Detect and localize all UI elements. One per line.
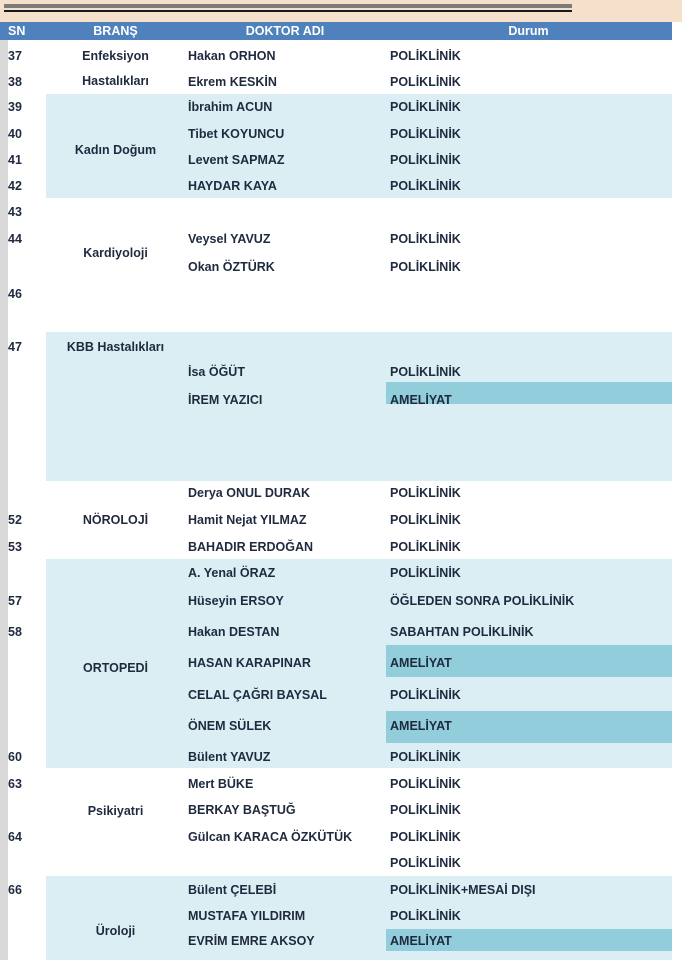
doctor-name: İREM YAZICI (188, 393, 263, 407)
status-cell: POLİKLİNİK (390, 486, 461, 500)
doctor-name: Hamit Nejat YILMAZ (188, 513, 307, 527)
doctor-name: Hakan DESTAN (188, 625, 280, 639)
status-cell: AMELİYAT (390, 393, 452, 407)
row-sn: 44 (8, 232, 22, 246)
status-cell: POLİKLİNİK (390, 830, 461, 844)
status-cell: POLİKLİNİK (390, 49, 461, 63)
status-cell: SABAHTAN POLİKLİNİK (390, 625, 534, 639)
row-sn: 37 (8, 49, 22, 63)
status-cell: POLİKLİNİK (390, 909, 461, 923)
doctor-name: İsa ÖĞÜT (188, 365, 245, 379)
branch-name: Üroloji (95, 924, 136, 938)
row-sn: 40 (8, 127, 22, 141)
status-cell: POLİKLİNİK (390, 365, 461, 379)
branch-name: Psikiyatri (87, 804, 144, 818)
row-header-gutter (0, 22, 8, 960)
status-cell: POLİKLİNİK (390, 100, 461, 114)
branch-band (46, 768, 672, 876)
header-sn: SN (8, 24, 26, 38)
doctor-name: Bülent YAVUZ (188, 750, 271, 764)
status-cell: POLİKLİNİK (390, 777, 461, 791)
status-cell: POLİKLİNİK (390, 540, 461, 554)
doctor-name: CELAL ÇAĞRI BAYSAL (188, 688, 327, 702)
header-brans: BRANŞ (93, 24, 138, 38)
status-cell: POLİKLİNİK (390, 803, 461, 817)
branch-name: Kadın Doğum (74, 143, 157, 157)
doctor-name: A. Yenal ÖRAZ (188, 566, 276, 580)
doctor-name: HASAN KARAPINAR (188, 656, 311, 670)
status-cell: POLİKLİNİK (390, 75, 461, 89)
status-cell: POLİKLİNİK (390, 179, 461, 193)
doctor-name: Veysel YAVUZ (188, 232, 271, 246)
doctor-name: Gülcan KARACA ÖZKÜTÜK (188, 830, 353, 844)
status-cell: POLİKLİNİK (390, 688, 461, 702)
status-cell: POLİKLİNİK+MESAİ DIŞI (390, 883, 536, 897)
branch-name: KBB Hastalıkları (66, 340, 165, 354)
status-cell: AMELİYAT (390, 719, 452, 733)
doctor-name: Bülent ÇELEBİ (188, 883, 277, 897)
doctor-name: Hüseyin ERSOY (188, 594, 284, 608)
status-cell: ÖĞLEDEN SONRA POLİKLİNİK (390, 594, 575, 608)
row-sn: 66 (8, 883, 22, 897)
status-cell: POLİKLİNİK (390, 856, 461, 870)
doctor-name: Hakan ORHON (188, 49, 276, 63)
doctor-name: EVRİM EMRE AKSOY (188, 934, 315, 948)
status-cell: POLİKLİNİK (390, 513, 461, 527)
branch-name: Enfeksiyon (82, 49, 149, 63)
row-sn: 38 (8, 75, 22, 89)
table-header (0, 22, 672, 40)
header-doktor: DOKTOR ADI (245, 24, 325, 38)
row-sn: 64 (8, 830, 22, 844)
status-cell: POLİKLİNİK (390, 750, 461, 764)
header-durum: Durum (508, 24, 549, 38)
doctor-name: HAYDAR KAYA (188, 179, 277, 193)
row-sn: 60 (8, 750, 22, 764)
row-sn: 53 (8, 540, 22, 554)
doctor-name: Levent SAPMAZ (188, 153, 285, 167)
doctor-name: Mert BÜKE (188, 777, 254, 791)
row-sn: 46 (8, 287, 22, 301)
branch-name: ORTOPEDİ (82, 661, 149, 675)
row-sn: 47 (8, 340, 22, 354)
doctor-name: MUSTAFA YILDIRIM (188, 909, 306, 923)
doctor-name: Tibet KOYUNCU (188, 127, 285, 141)
doctor-name: ÖNEM SÜLEK (188, 719, 272, 733)
status-cell: POLİKLİNİK (390, 260, 461, 274)
branch-band (46, 332, 672, 481)
row-sn: 52 (8, 513, 22, 527)
title-strip-text-line (4, 4, 572, 8)
doctor-name: BERKAY BAŞTUĞ (188, 803, 296, 817)
title-strip-underline (4, 10, 572, 12)
doctor-name: Ekrem KESKİN (188, 75, 277, 89)
branch-name: NÖROLOJİ (82, 513, 149, 527)
row-sn: 63 (8, 777, 22, 791)
status-cell: POLİKLİNİK (390, 566, 461, 580)
doctor-name: BAHADIR ERDOĞAN (188, 540, 313, 554)
doctor-name: Okan ÖZTÜRK (188, 260, 275, 274)
status-cell: POLİKLİNİK (390, 232, 461, 246)
status-cell: AMELİYAT (390, 656, 452, 670)
doctor-name: İbrahim ACUN (188, 100, 273, 114)
branch-name: Kardiyoloji (83, 246, 148, 260)
row-sn: 42 (8, 179, 22, 193)
row-sn: 41 (8, 153, 22, 167)
row-sn: 43 (8, 205, 22, 219)
row-sn: 39 (8, 100, 22, 114)
row-sn: 57 (8, 594, 22, 608)
row-sn: 58 (8, 625, 22, 639)
branch-name: Hastalıkları (82, 74, 149, 88)
branch-band (46, 198, 672, 332)
status-cell: AMELİYAT (390, 934, 452, 948)
status-cell: POLİKLİNİK (390, 153, 461, 167)
doctor-name: Derya ONUL DURAK (188, 486, 311, 500)
status-cell: POLİKLİNİK (390, 127, 461, 141)
title-strip (0, 0, 682, 22)
